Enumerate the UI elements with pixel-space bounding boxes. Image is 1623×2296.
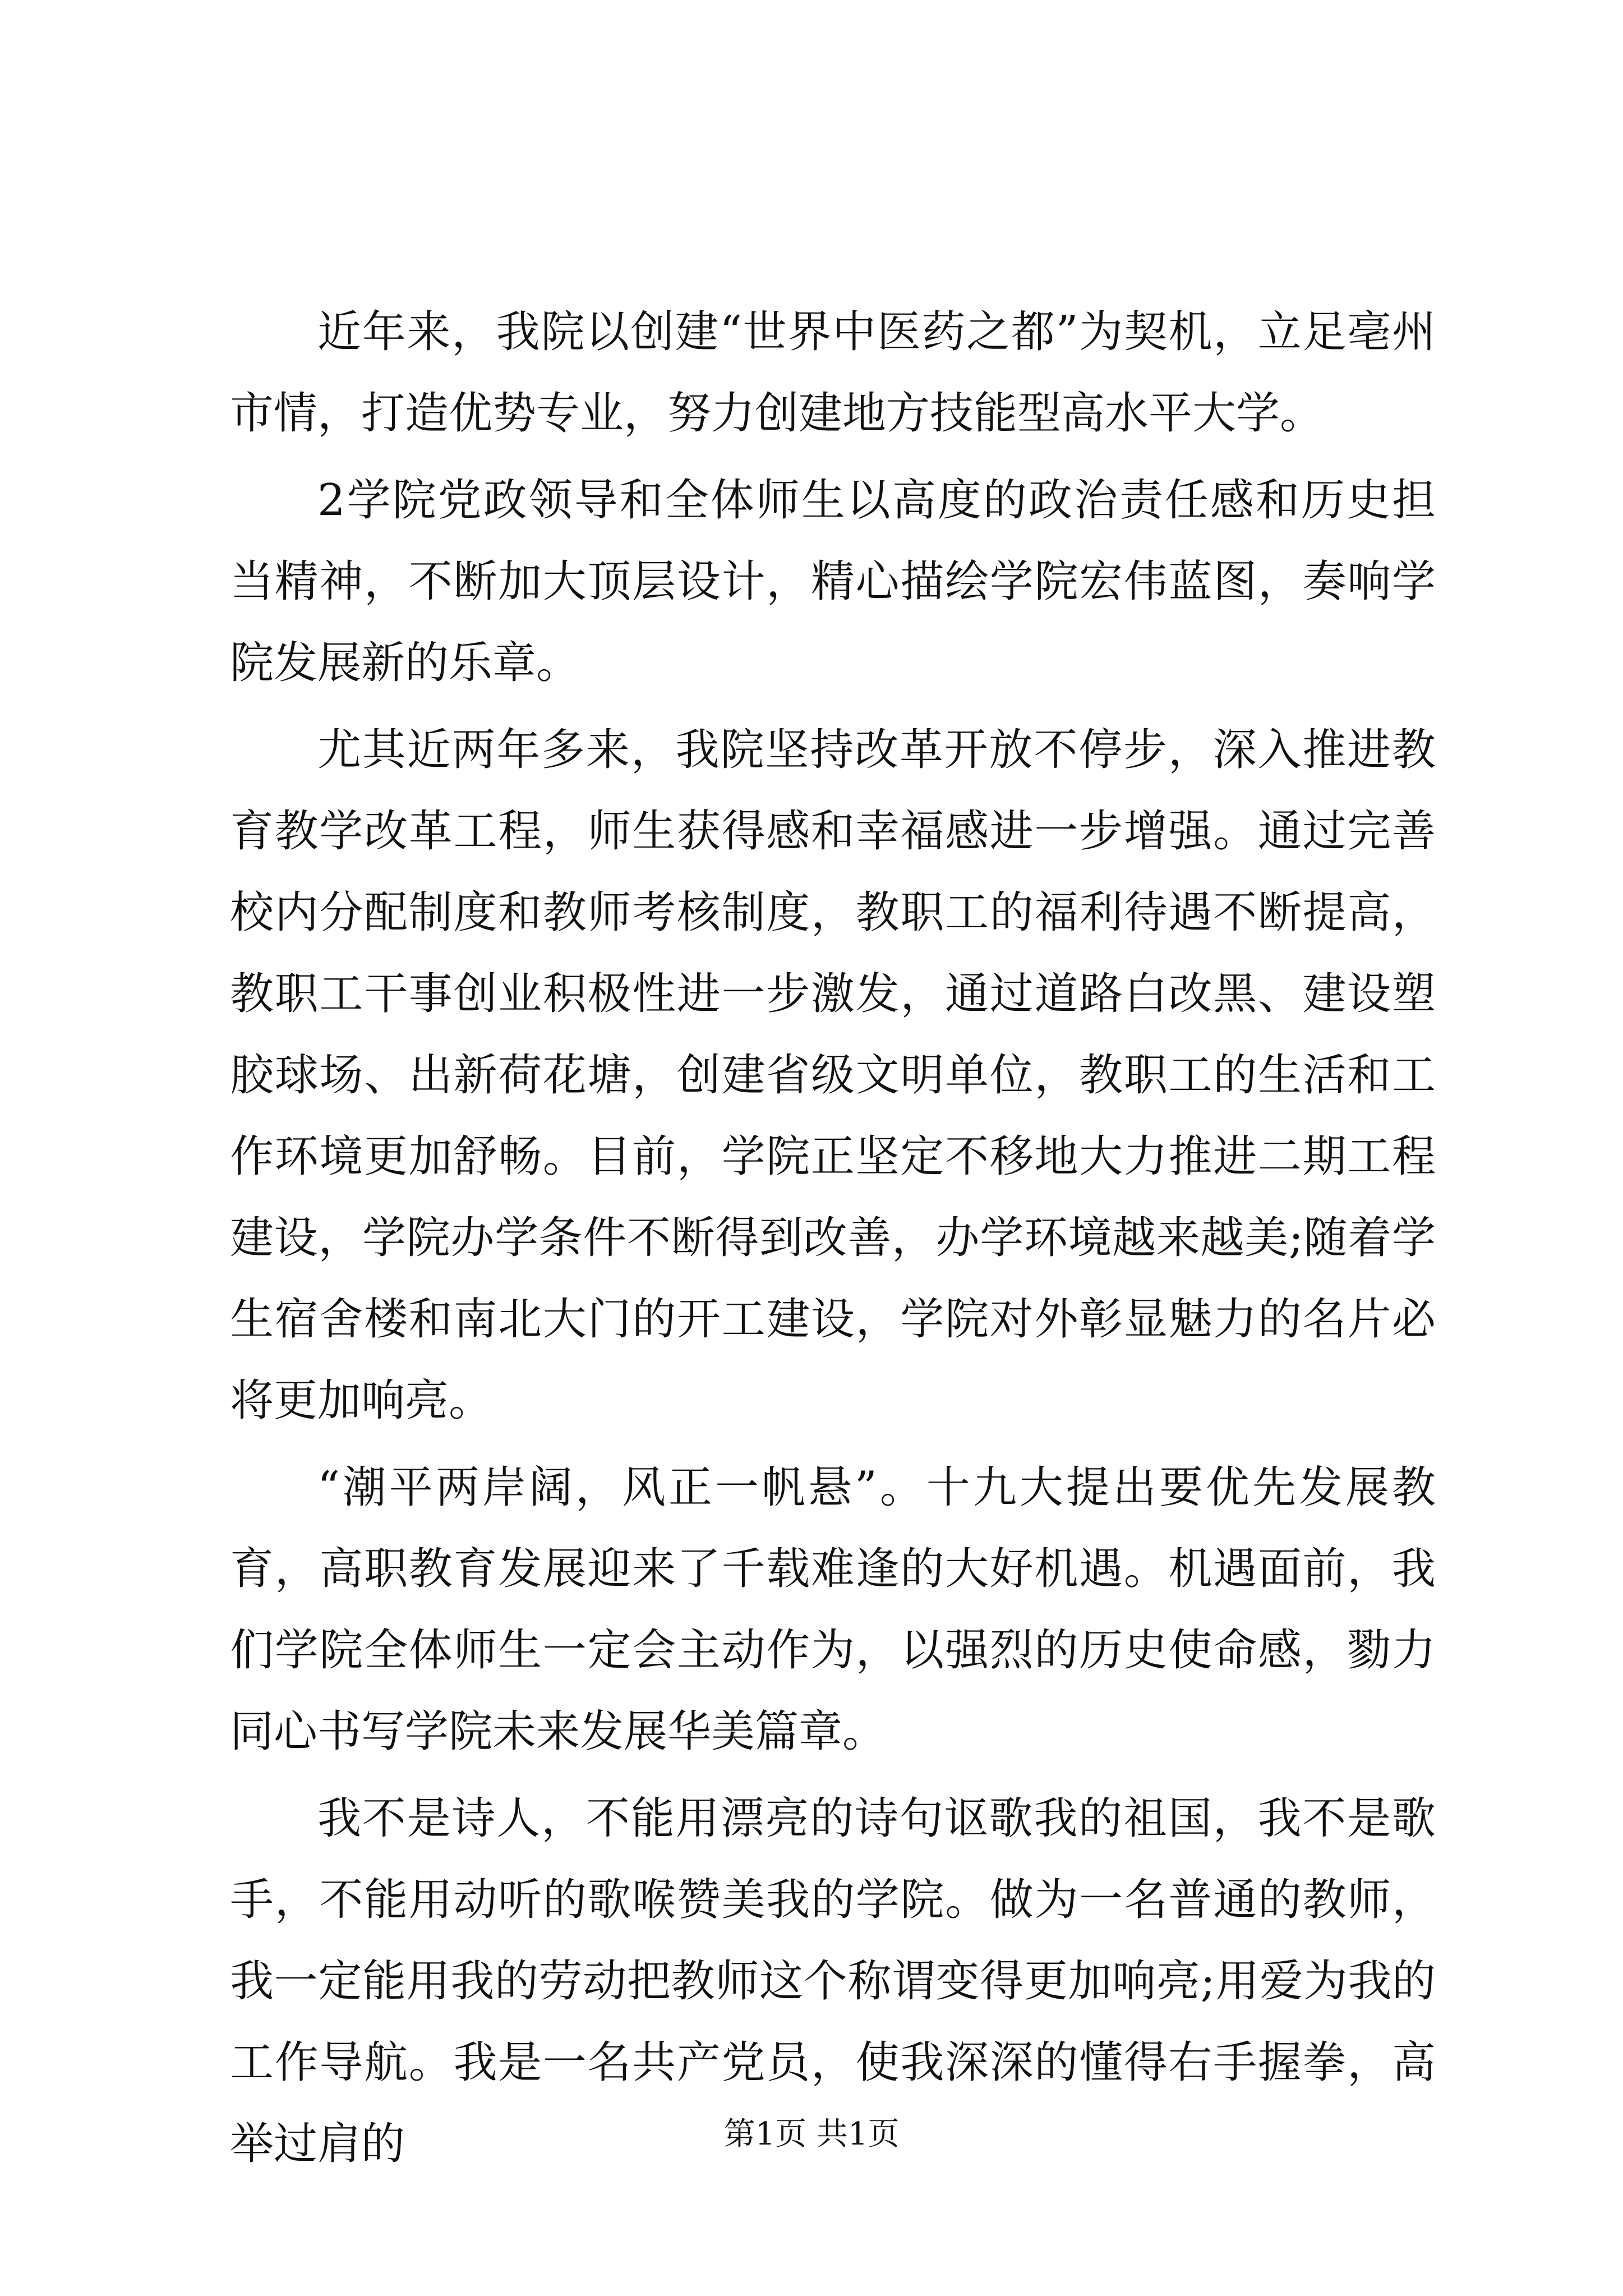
paragraph-4: “潮平两岸阔，风正一帆悬”。十九大提出要优先发展教育，高职教育发展迎来了千载难逢的大好机遇。机遇面前，我们学院全体师生一定会主动作为，以强烈的历史使命感，勠力同心书写学院未来发展华美篇章。 xyxy=(230,1462,1436,1757)
page-number-label: 第1页 共1页 xyxy=(723,2116,900,2152)
page-footer xyxy=(0,2115,1623,2154)
paragraph-2: 2学院党政领导和全体师生以高度的政治责任感和历史担当精神，不断加大顶层设计，精心描绘学院宏伟蓝图，奏响学院发展新的乐章。 xyxy=(230,475,1436,688)
paragraph-1: 近年来，我院以创建“世界中医药之都”为契机，立足亳州市情，打造优势专业，努力创建地方技能型高水平大学。 xyxy=(230,307,1436,439)
document-body xyxy=(230,292,1436,2191)
paragraph-5: 我不是诗人，不能用漂亮的诗句讴歌我的祖国，我不是歌手，不能用动听的歌喉赞美我的学院。做为一名普通的教师，我一定能用我的劳动把教师这个称谓变得更加响亮;用爱为我的工作导航。我是一名共产党员，使我深深的懂得右手握拳，高举过肩的 xyxy=(230,1793,1436,2169)
paragraph-3: 尤其近两年多来，我院坚持改革开放不停步，深入推进教育教学改革工程，师生获得感和幸福感进一步增强。通过完善校内分配制度和教师考核制度，教职工的福利待遇不断提高，教职工干事创业积极性进一步激发，通过道路白改黑、建设塑胶球场、出新荷花塘，创建省级文明单位，教职工的生活和工作环境更加舒畅。目前，学院正坚定不移地大力推进二期工程建设，学院办学条件不断得到改善，办学环境越来越美;随着学生宿舍楼和南北大门的开工建设，学院对外彰显魅力的名片必将更加响亮。 xyxy=(230,725,1436,1426)
